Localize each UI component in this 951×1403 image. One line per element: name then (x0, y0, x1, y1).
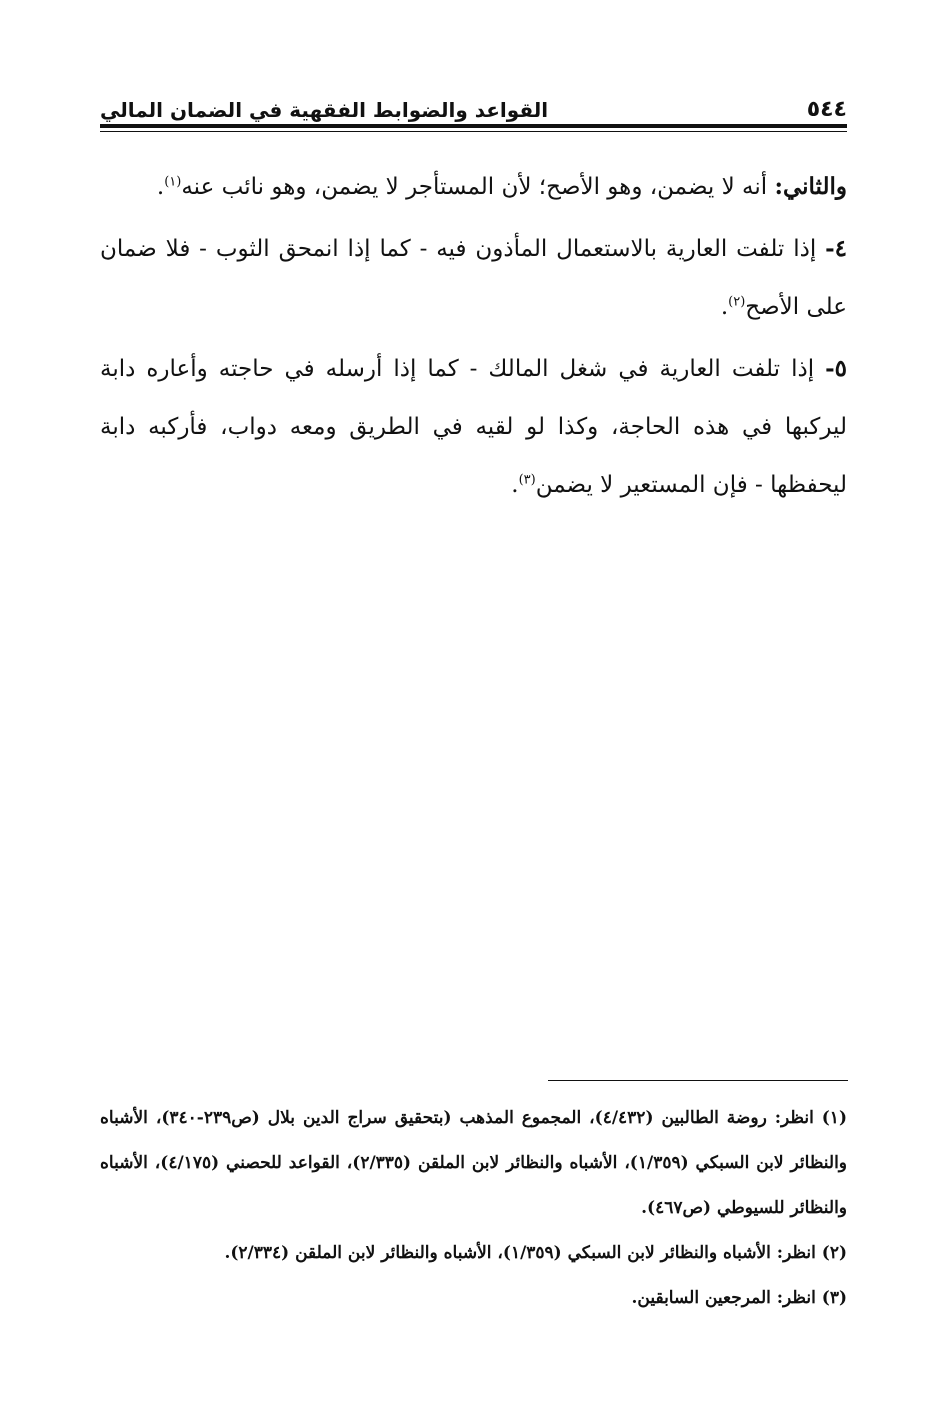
footnotes (100, 1096, 847, 1321)
paragraph-end: . (156, 174, 165, 200)
header-rule-thick (100, 124, 847, 128)
footnote-ref: (٢) (728, 294, 746, 310)
paragraph-text: إذا تلفت العارية في شغل المالك - كما إذا أرسله في حاجته وأعاره دابة ليركبها في هذه الحاجة، وكذا لو لقيه في الطريق ومعه دواب، فأركبه دابة ليحفظها - فإن المستعير لا يضمن (100, 356, 847, 498)
footnote-ref: (١) (164, 174, 182, 190)
paragraph-text: أنه لا يضمن، وهو الأصح؛ لأن المستأجر لا يضمن، وهو نائب عنه (181, 174, 775, 200)
paragraph (100, 158, 847, 216)
footnote: (٣) انظر: المرجعين السابقين. (631, 1288, 847, 1308)
header-rule-thin (100, 131, 847, 132)
footnote: (٢) انظر: الأشباه والنظائر لابن السبكي (١/٣٥٩)، الأشباه والنظائر لابن الملقن (٢/٣٣٤). (224, 1243, 847, 1263)
paragraph-lead: ٤- (825, 235, 847, 262)
page-number: ٥٤٤ (806, 97, 847, 122)
page-header (100, 82, 847, 122)
paragraph-end: . (511, 472, 519, 498)
footnote-ref: (٣) (518, 472, 536, 488)
paragraph-text: إذا تلفت العارية بالاستعمال المأذون فيه - كما إذا انمحق الثوب - فلا ضمان على الأصح (100, 236, 847, 320)
main-text (100, 158, 847, 518)
running-title: القواعد والضوابط الفقهية في الضمان المالي (100, 98, 549, 122)
paragraph-end: . (720, 294, 729, 320)
footnote-separator (548, 1080, 848, 1081)
paragraph (100, 220, 847, 336)
paragraph (100, 340, 847, 514)
footnote: (١) انظر: روضة الطالبين (٤/٤٣٢)، المجموع المذهب (بتحقيق سراج الدين بلال (ص٢٣٩-٣٤٠)، الأشباه والنظائر لابن السبكي (١/٣٥٩)، الأشباه والنظائر لابن الملقن (٢/٣٣٥)، القواعد للحصني (٤/١٧٥)، الأشباه والنظائر للسيوطي (ص٤٦٧). (100, 1108, 848, 1218)
paragraph-lead: ٥- (825, 355, 847, 382)
paragraph-lead: والثاني: (774, 173, 847, 200)
